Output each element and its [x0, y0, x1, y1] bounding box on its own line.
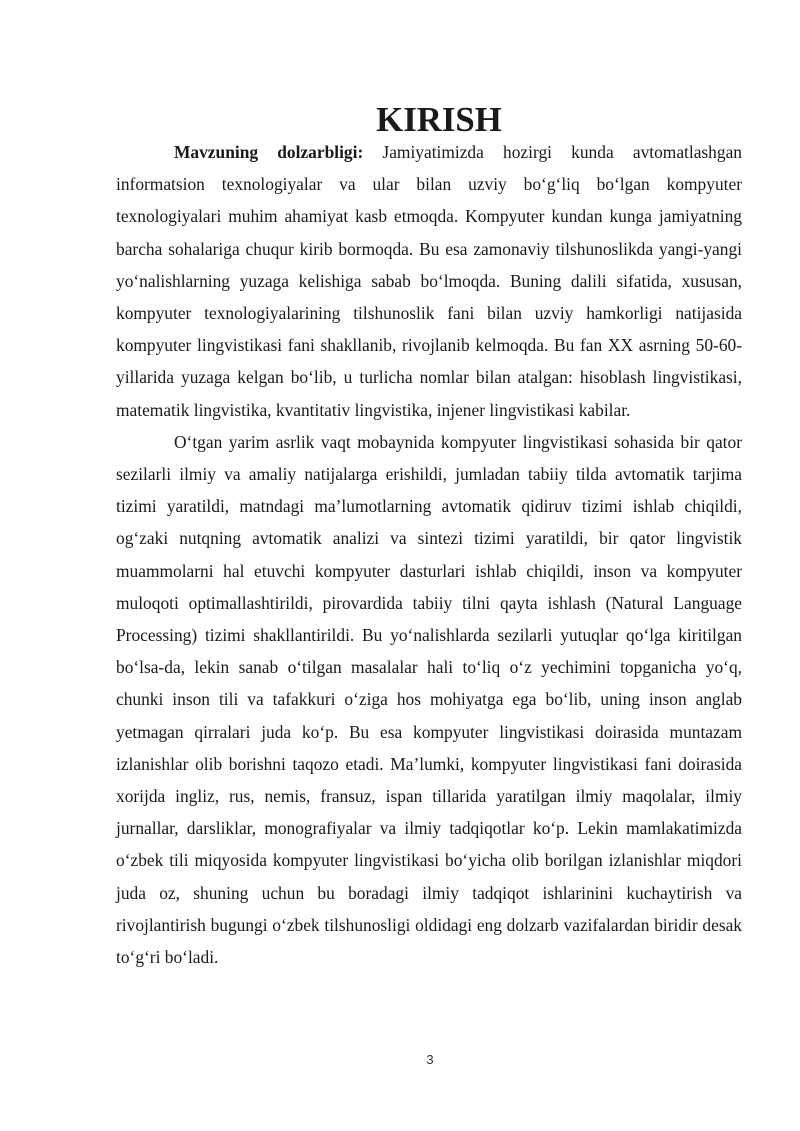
paragraph-lead: Mavzuning dolzarbligi:	[174, 142, 364, 162]
section-title: KIRISH	[376, 100, 502, 139]
paragraph-history	[116, 426, 742, 973]
paragraph-relevance	[116, 136, 742, 426]
paragraph-text: O‘tgan yarim asrlik vaqt mobaynida kompyuter lingvistikasi sohasida bir qator sezilarli ilmiy va amaliy natijalarga erishildi, jumladan tabiiy tilda avtomatik tarjima tizimi yaratildi, matndagi ma’lumotlarning avtomatik qidiruv tizimi ishlab chiqildi, og‘zaki nutqning avtomatik analizi va sintezi tizimi yaratildi, bir qator lingvistik muammolarni hal etuvchi kompyuter dasturlari ishlab chiqildi, inson va kompyuter muloqoti optimallashtirildi, pirovardida tabiiy tilni qayta ishlash (Natural Language Processing) tizimi shakllantirildi. Bu yo‘nalishlarda sezilarli yutuqlar qo‘lga kiritilgan bo‘lsa-da, lekin sanab o‘tilgan masalalar hali to‘liq o‘z yechimini topganicha yo‘q, chunki inson tili va tafakkuri o‘ziga hos mohiyatga ega bo‘lib, uning inson anglab yetmagan qirralari juda ko‘p. Bu esa kompyuter lingvistikasi doirasida muntazam izlanishlar olib borishni taqozo etadi. Ma’lumki, kompyuter lingvistikasi fani doirasida xorijda ingliz, rus, nemis, fransuz, ispan tillarida yaratilgan ilmiy maqolalar, ilmiy jurnallar, darsliklar, monografiyalar va ilmiy tadqiqotlar ko‘p. Lekin mamlakatimizda o‘zbek tili miqyosida kompyuter lingvistikasi bo‘yicha olib borilgan izlanishlar miqdori juda oz, shuning uchun bu boradagi ilmiy tadqiqot ishlarinini kuchaytirish va rivojlantirish bugungi o‘zbek tilshunosligi oldidagi eng dolzarb vazifalardan biridir desak to‘g‘ri bo‘ladi.	[116, 431, 742, 968]
paragraph-text: Jamiyatimizda hozirgi kunda avtomatlashgan informatsion texnologiyalar va ular bilan uzviy bo‘g‘liq bo‘lgan kompyuter texnologiyalari muhim ahamiyat kasb etmoqda. Kompyuter kundan kunga jamiyatning barcha sohalariga chuqur kirib bormoqda. Bu esa zamonaviy tilshunoslikda yangi-yangi yo‘nalishlarning yuzaga kelishiga sabab bo‘lmoqda. Buning dalili sifatida, xususan, kompyuter texnologiyalarining tilshunoslik fani bilan uzviy hamkorligi natijasida kompyuter lingvistikasi fani shakllanib, rivojlanib kelmoqda. Bu fan XX asrning 50-60-yillarida yuzaga kelgan bo‘lib, u turlicha nomlar bilan atalgan: hisoblash lingvistikasi, matematik lingvistika, kvantitativ lingvistika, injener lingvistikasi kabilar.	[116, 142, 742, 420]
page-number: 3	[426, 1052, 434, 1067]
document-body	[116, 100, 742, 973]
